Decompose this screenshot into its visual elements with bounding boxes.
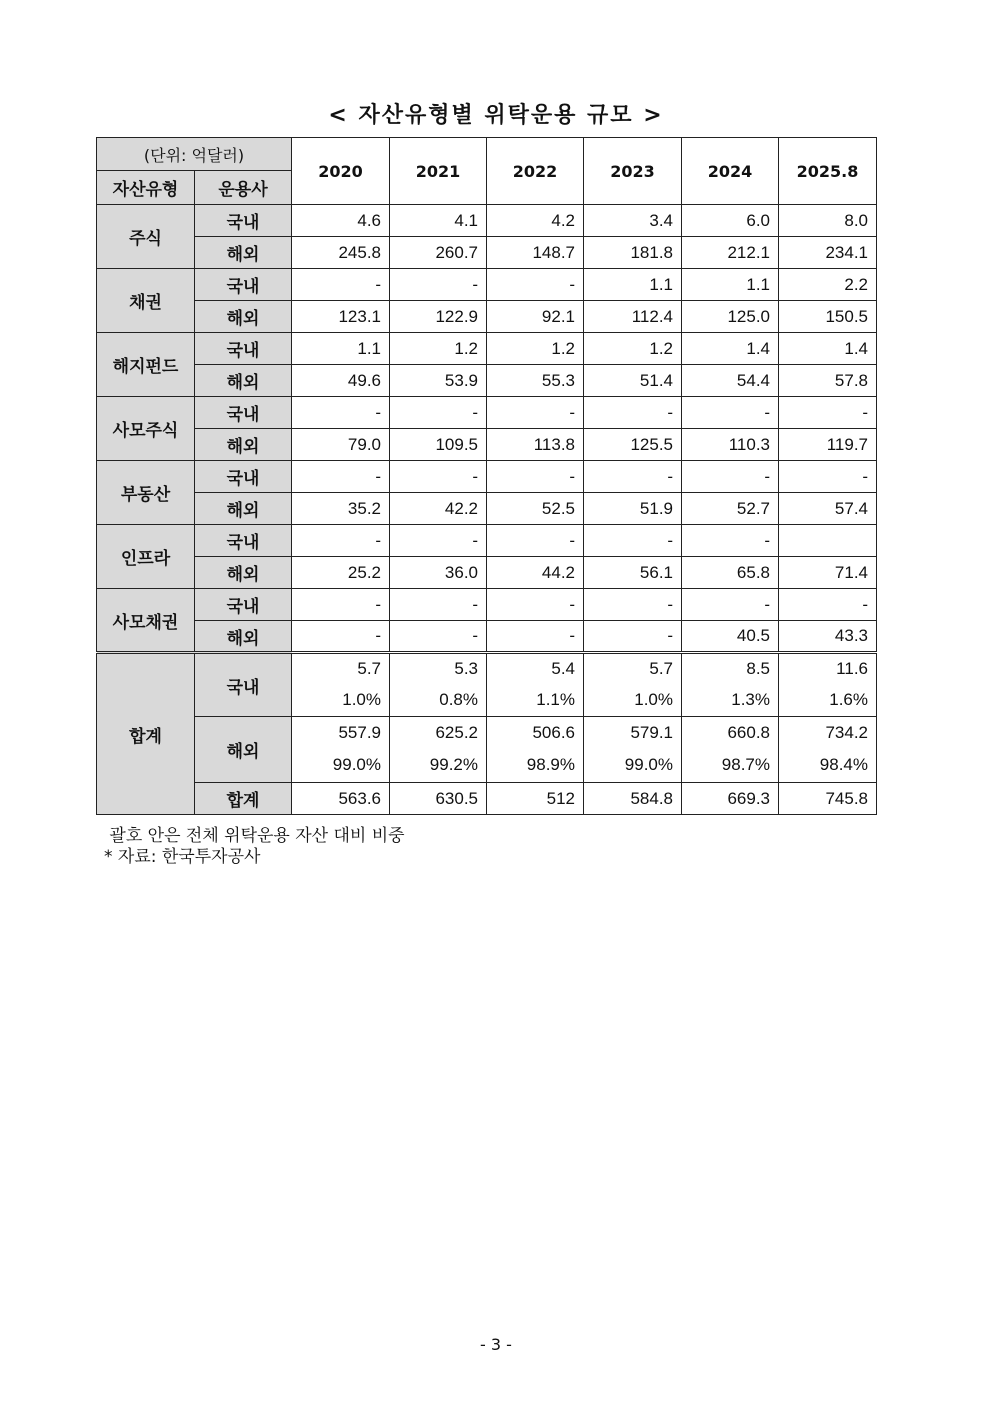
value-cell: 5.7 xyxy=(292,653,390,685)
value-cell: - xyxy=(584,589,682,621)
asset-type-cell: 채권 xyxy=(97,269,195,333)
value-cell: 36.0 xyxy=(390,557,487,589)
value-cell: - xyxy=(390,397,487,429)
asset-type-cell: 사모주식 xyxy=(97,397,195,461)
page-number: - 3 - xyxy=(480,1335,512,1354)
table-row xyxy=(97,461,877,493)
value-cell: - xyxy=(779,461,877,493)
value-cell: - xyxy=(487,589,584,621)
value-cell: 234.1 xyxy=(779,237,877,269)
manager-cell: 해외 xyxy=(195,717,292,783)
value-cell: 57.8 xyxy=(779,365,877,397)
note-source: * 자료: 한국투자공사 xyxy=(104,847,261,867)
value-cell: - xyxy=(682,461,779,493)
value-cell: 5.3 xyxy=(390,653,487,685)
manager-cell: 해외 xyxy=(195,557,292,589)
pct-cell: 98.9% xyxy=(487,749,584,783)
value-cell: 122.9 xyxy=(390,301,487,333)
value-cell: 4.1 xyxy=(390,205,487,237)
value-cell: 40.5 xyxy=(682,621,779,653)
manager-cell: 해외 xyxy=(195,493,292,525)
pct-cell: 1.1% xyxy=(487,685,584,717)
pct-cell: 1.3% xyxy=(682,685,779,717)
value-cell: 56.1 xyxy=(584,557,682,589)
value-cell: 1.2 xyxy=(584,333,682,365)
value-cell: 245.8 xyxy=(292,237,390,269)
value-cell: 563.6 xyxy=(292,783,390,815)
value-cell: - xyxy=(487,397,584,429)
value-cell: 71.4 xyxy=(779,557,877,589)
pct-cell: 98.7% xyxy=(682,749,779,783)
value-cell: 212.1 xyxy=(682,237,779,269)
header-row xyxy=(97,138,877,171)
pct-cell: 98.4% xyxy=(779,749,877,783)
value-cell: 557.9 xyxy=(292,717,390,749)
value-cell: 42.2 xyxy=(390,493,487,525)
manager-cell: 해외 xyxy=(195,237,292,269)
value-cell: 11.6 xyxy=(779,653,877,685)
value-cell: - xyxy=(487,269,584,301)
value-cell: - xyxy=(779,397,877,429)
year-header: 2023 xyxy=(584,138,682,205)
value-cell: 1.1 xyxy=(292,333,390,365)
value-cell: 54.4 xyxy=(682,365,779,397)
value-cell: 65.8 xyxy=(682,557,779,589)
manager-cell: 국내 xyxy=(195,269,292,301)
value-cell: - xyxy=(292,525,390,557)
year-header: 2021 xyxy=(390,138,487,205)
value-cell: 1.2 xyxy=(390,333,487,365)
value-cell: - xyxy=(487,621,584,653)
value-cell: 5.7 xyxy=(584,653,682,685)
pct-cell: 1.0% xyxy=(584,685,682,717)
value-cell: 660.8 xyxy=(682,717,779,749)
asset-type-cell: 해지펀드 xyxy=(97,333,195,397)
year-header: 2022 xyxy=(487,138,584,205)
value-cell: 125.5 xyxy=(584,429,682,461)
total-row xyxy=(97,783,877,815)
value-cell: 734.2 xyxy=(779,717,877,749)
value-cell: 92.1 xyxy=(487,301,584,333)
value-cell: 745.8 xyxy=(779,783,877,815)
value-cell: 43.3 xyxy=(779,621,877,653)
value-cell: 123.1 xyxy=(292,301,390,333)
manager-cell: 해외 xyxy=(195,621,292,653)
value-cell: 79.0 xyxy=(292,429,390,461)
value-cell: 44.2 xyxy=(487,557,584,589)
table-row xyxy=(97,237,877,269)
value-cell: - xyxy=(584,525,682,557)
table-row xyxy=(97,205,877,237)
total-label: 합계 xyxy=(97,653,195,815)
value-cell: - xyxy=(390,621,487,653)
manager-header: 운용사 xyxy=(195,171,292,205)
value-cell: - xyxy=(584,461,682,493)
pct-cell: 1.6% xyxy=(779,685,877,717)
value-cell: 1.2 xyxy=(487,333,584,365)
asset-table xyxy=(96,137,877,815)
total-row xyxy=(97,717,877,749)
value-cell: - xyxy=(390,589,487,621)
value-cell: 260.7 xyxy=(390,237,487,269)
value-cell: 8.0 xyxy=(779,205,877,237)
value-cell: 109.5 xyxy=(390,429,487,461)
value-cell: - xyxy=(779,589,877,621)
year-header: 2020 xyxy=(292,138,390,205)
value-cell: - xyxy=(682,525,779,557)
value-cell: 57.4 xyxy=(779,493,877,525)
table-row xyxy=(97,269,877,301)
value-cell: 148.7 xyxy=(487,237,584,269)
value-cell: 512 xyxy=(487,783,584,815)
value-cell: - xyxy=(292,269,390,301)
value-cell: 112.4 xyxy=(584,301,682,333)
pct-cell: 99.2% xyxy=(390,749,487,783)
table-row xyxy=(97,301,877,333)
value-cell: 51.9 xyxy=(584,493,682,525)
pct-cell: 0.8% xyxy=(390,685,487,717)
asset-type-cell: 부동산 xyxy=(97,461,195,525)
total-row xyxy=(97,653,877,685)
value-cell: 1.4 xyxy=(682,333,779,365)
value-cell: 8.5 xyxy=(682,653,779,685)
value-cell: - xyxy=(390,269,487,301)
value-cell: - xyxy=(584,397,682,429)
value-cell: 5.4 xyxy=(487,653,584,685)
value-cell: 110.3 xyxy=(682,429,779,461)
value-cell: - xyxy=(487,525,584,557)
value-cell: 53.9 xyxy=(390,365,487,397)
table-row xyxy=(97,493,877,525)
value-cell: - xyxy=(584,621,682,653)
value-cell: 1.1 xyxy=(682,269,779,301)
value-cell: 181.8 xyxy=(584,237,682,269)
value-cell: 35.2 xyxy=(292,493,390,525)
value-cell: 1.4 xyxy=(779,333,877,365)
value-cell: 113.8 xyxy=(487,429,584,461)
value-cell: - xyxy=(292,461,390,493)
value-cell: - xyxy=(390,461,487,493)
table-row xyxy=(97,525,877,557)
value-cell: 150.5 xyxy=(779,301,877,333)
asset-type-header: 자산유형 xyxy=(97,171,195,205)
value-cell: 506.6 xyxy=(487,717,584,749)
asset-type-cell: 주식 xyxy=(97,205,195,269)
table-row xyxy=(97,397,877,429)
manager-cell: 국내 xyxy=(195,205,292,237)
manager-cell: 국내 xyxy=(195,461,292,493)
value-cell: 55.3 xyxy=(487,365,584,397)
year-header: 2025.8 xyxy=(779,138,877,205)
value-cell: 579.1 xyxy=(584,717,682,749)
value-cell: 3.4 xyxy=(584,205,682,237)
value-cell: 52.5 xyxy=(487,493,584,525)
value-cell: 4.6 xyxy=(292,205,390,237)
table-row xyxy=(97,621,877,653)
manager-cell: 국내 xyxy=(195,525,292,557)
note-ratio: 괄호 안은 전체 위탁운용 자산 대비 비중 xyxy=(104,826,405,846)
manager-cell: 국내 xyxy=(195,589,292,621)
table-title: < 자산유형별 위탁운용 규모 > xyxy=(328,103,664,128)
value-cell: - xyxy=(682,397,779,429)
table-row xyxy=(97,365,877,397)
value-cell: 125.0 xyxy=(682,301,779,333)
manager-cell: 합계 xyxy=(195,783,292,815)
asset-type-cell: 사모채권 xyxy=(97,589,195,653)
value-cell: 630.5 xyxy=(390,783,487,815)
manager-cell: 해외 xyxy=(195,365,292,397)
value-cell: 52.7 xyxy=(682,493,779,525)
table-row xyxy=(97,333,877,365)
asset-type-cell: 인프라 xyxy=(97,525,195,589)
value-cell: - xyxy=(292,621,390,653)
pct-cell: 1.0% xyxy=(292,685,390,717)
manager-cell: 해외 xyxy=(195,429,292,461)
value-cell: 669.3 xyxy=(682,783,779,815)
table-row xyxy=(97,589,877,621)
value-cell: - xyxy=(292,589,390,621)
unit-label: (단위: 억달러) xyxy=(97,138,292,171)
value-cell: - xyxy=(682,589,779,621)
notes xyxy=(104,826,405,868)
value-cell: - xyxy=(487,461,584,493)
value-cell: 1.1 xyxy=(584,269,682,301)
manager-cell: 해외 xyxy=(195,301,292,333)
value-cell: 625.2 xyxy=(390,717,487,749)
value-cell: 584.8 xyxy=(584,783,682,815)
table-row xyxy=(97,557,877,589)
value-cell: - xyxy=(390,525,487,557)
manager-cell: 국내 xyxy=(195,397,292,429)
manager-cell: 국내 xyxy=(195,653,292,717)
year-header: 2024 xyxy=(682,138,779,205)
manager-cell: 국내 xyxy=(195,333,292,365)
value-cell: 4.2 xyxy=(487,205,584,237)
pct-cell: 99.0% xyxy=(584,749,682,783)
value-cell: 25.2 xyxy=(292,557,390,589)
value-cell: 6.0 xyxy=(682,205,779,237)
value-cell xyxy=(779,525,877,557)
pct-cell: 99.0% xyxy=(292,749,390,783)
value-cell: 51.4 xyxy=(584,365,682,397)
value-cell: 49.6 xyxy=(292,365,390,397)
value-cell: 119.7 xyxy=(779,429,877,461)
value-cell: - xyxy=(292,397,390,429)
value-cell: 2.2 xyxy=(779,269,877,301)
table-row xyxy=(97,429,877,461)
